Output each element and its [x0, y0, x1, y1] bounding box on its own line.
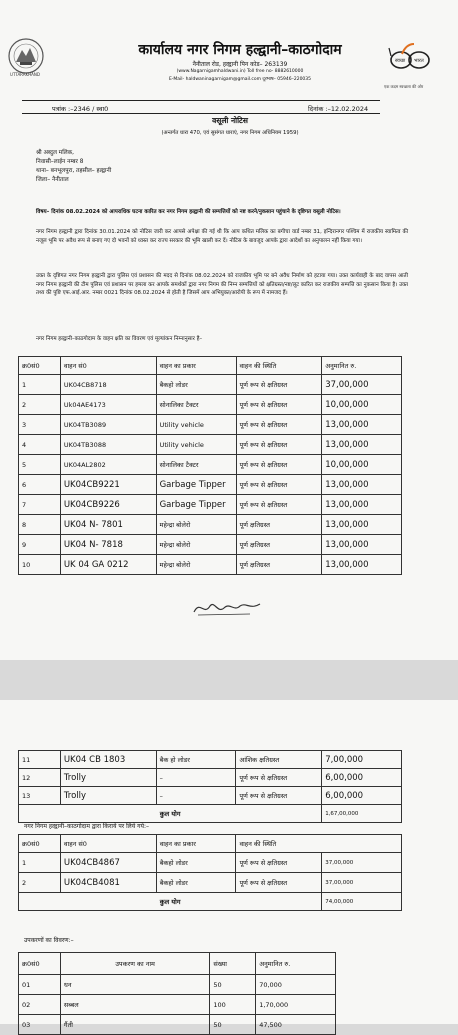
- org-address: नैनीताल रोड, हल्द्वानी पिन कोड– 263139: [192, 61, 288, 68]
- column-header: वाहन की स्थिति: [236, 357, 322, 375]
- cell-vehicle: UK04CB4867: [60, 853, 156, 873]
- cell-qty: 50: [210, 1015, 256, 1035]
- total-amount: 74,00,000: [322, 893, 402, 911]
- cell-amount: 13,00,000: [322, 535, 402, 555]
- total-row: [19, 893, 402, 911]
- cell-type: –: [156, 769, 236, 787]
- cell-type: बैक हो लोडर: [156, 751, 236, 769]
- cell-type: महेन्द्रा बोलेरो: [156, 535, 236, 555]
- cell-type: Garbage Tipper: [156, 475, 236, 495]
- subject-line: विषय– दिनांक 08.02.2024 को आपराधिक घटना कारित कर नगर निगम हल्द्वानी की सम्पत्तियों को नष्ट करने/नुकसान पहुंचाने के दृष्टिगत वसूली नोटिस।: [36, 209, 341, 215]
- org-web-phone: (www.Nagarnigamhaldwani.in) Toll free no- 8882610000: [176, 69, 304, 74]
- cell-sn: 4: [19, 435, 61, 455]
- table-row: [19, 995, 336, 1015]
- swachh-bharat-glasses-icon: [388, 40, 432, 76]
- cell-sn: 13: [19, 787, 61, 805]
- rented-vehicles-caption: नगर निगम हल्द्वानी–काठगोदाम द्वारा किराये पर लिये गये:–: [24, 823, 149, 830]
- cell-amount: 6,00,000: [322, 787, 402, 805]
- letter-date: दिनांक :–12.02.2024: [308, 105, 369, 113]
- cell-type: बैकहो लोडर: [156, 873, 236, 893]
- cell-vehicle: UK04 N- 7801: [60, 515, 156, 535]
- cell-vehicle: UK04CB8718: [60, 375, 156, 395]
- column-header: वाहन का प्रकार: [156, 357, 236, 375]
- cell-amount: 10,00,000: [322, 455, 402, 475]
- table-row: [19, 455, 402, 475]
- cell-status: पूर्ण रूप से क्षतिग्रस्त: [236, 475, 322, 495]
- cell-amount: 7,00,000: [322, 751, 402, 769]
- table-row: [19, 769, 402, 787]
- cell-name: सब्बल: [60, 995, 209, 1015]
- swachh-text: स्वच्छ: [395, 58, 406, 64]
- cell-status: आंशिक क्षतिग्रस्त: [236, 751, 322, 769]
- vehicle-damage-table-continued: [18, 750, 402, 823]
- table-row: [19, 515, 402, 535]
- cell-amount: 13,00,000: [322, 495, 402, 515]
- vehicle-damage-table: [18, 356, 402, 575]
- rented-vehicle-table: [18, 834, 402, 911]
- addressee-line: निवासी–लाईन नम्बर 8: [36, 159, 84, 165]
- cell-vehicle: UK04CB4081: [60, 873, 156, 893]
- cell-sn: 12: [19, 769, 61, 787]
- cell-status: पूर्ण रूप से क्षतिग्रस्त: [236, 873, 322, 893]
- table-row: [19, 395, 402, 415]
- total-row: [19, 805, 402, 823]
- cell-amount: 13,00,000: [322, 555, 402, 575]
- table-row: [19, 495, 402, 515]
- cell-type: –: [156, 787, 236, 805]
- cell-type: बैकहो लोडर: [156, 853, 236, 873]
- bharat-text: भारत: [414, 58, 424, 64]
- cell-vehicle: Uk04AE4173: [60, 395, 156, 415]
- cell-type: Utility vehicle: [156, 415, 236, 435]
- cell-type: Garbage Tipper: [156, 495, 236, 515]
- table-row: [19, 475, 402, 495]
- addressee-line: थाना– बनभूलपुरा, तहसील– हल्द्वानी: [36, 168, 112, 174]
- cell-qty: 50: [210, 975, 256, 995]
- cell-amount: 13,00,000: [322, 415, 402, 435]
- cell-status: पूर्ण रूप से क्षतिग्रस्त: [236, 415, 322, 435]
- uttarakhand-emblem-icon: [6, 36, 46, 76]
- cell-name: गैंती: [60, 1015, 209, 1035]
- cell-vehicle: Trolly: [60, 769, 156, 787]
- letterhead: [0, 0, 458, 100]
- equipment-caption: उपकरणों का विवरण:–: [24, 937, 74, 944]
- cell-amount: 70,000: [256, 975, 336, 995]
- column-header: वाहन सं0: [60, 357, 156, 375]
- column-header: संख्या: [210, 953, 256, 975]
- column-header: वाहन का प्रकार: [156, 835, 236, 853]
- table-row: [19, 751, 402, 769]
- org-email: E-Mail- haldwaninagarnigam@gmail.com दूरभाष– 05946–220035: [168, 77, 312, 82]
- cell-type: महेन्द्रा बोलेरो: [156, 555, 236, 575]
- cell-status: पूर्ण रूप से क्षतिग्रस्त: [236, 769, 322, 787]
- table-row: [19, 853, 402, 873]
- cell-vehicle: UK04TB3088: [60, 435, 156, 455]
- cell-type: सोनालिका टैक्टर: [156, 455, 236, 475]
- cell-type: महेन्द्रा बोलेरो: [156, 515, 236, 535]
- cell-status: पूर्ण क्षतिग्रस्त: [236, 535, 322, 555]
- addressee-line: श्री अब्दुल मलिक,: [36, 150, 74, 156]
- cell-sn: 03: [19, 1015, 61, 1035]
- cell-qty: 100: [210, 995, 256, 1015]
- column-header: अनुमानित रु.: [322, 357, 402, 375]
- cell-type: बैकहो लोडर: [156, 375, 236, 395]
- table-row: [19, 975, 336, 995]
- addressee-line: जिला– नैनीताल: [36, 177, 69, 183]
- column-header: क्र0सं0: [19, 357, 61, 375]
- column-header: वाहन की स्थिति: [236, 835, 402, 853]
- notice-subtitle: (अन्तर्गत धारा 470, एवं सुसंगत धाराएं, नगर निगम अधिनियम 1959): [161, 130, 299, 136]
- cell-vehicle: UK04AL2802: [60, 455, 156, 475]
- cell-amount: 13,00,000: [322, 435, 402, 455]
- signature-icon: [190, 596, 264, 618]
- cell-status: पूर्ण रूप से क्षतिग्रस्त: [236, 435, 322, 455]
- cell-sn: 1: [19, 375, 61, 395]
- cell-sn: 02: [19, 995, 61, 1015]
- table-row: [19, 1015, 336, 1035]
- cell-sn: 3: [19, 415, 61, 435]
- column-header: क्र0सं0: [19, 953, 61, 975]
- table-header-row: [19, 835, 402, 853]
- cell-sn: 2: [19, 395, 61, 415]
- header-divider-2: [22, 113, 380, 114]
- total-label: कुल योग: [19, 893, 322, 911]
- org-title: कार्यालय नगर निगम हल्द्वानी–काठगोदाम: [138, 42, 342, 58]
- table-row: [19, 415, 402, 435]
- cell-status: पूर्ण रूप से क्षतिग्रस्त: [236, 787, 322, 805]
- table-row: [19, 375, 402, 395]
- cell-amount: 6,00,000: [322, 769, 402, 787]
- cell-amount: 37,00,000: [322, 873, 402, 893]
- table-row: [19, 535, 402, 555]
- notice-title: वसूली नोटिस: [212, 116, 248, 125]
- reference-number: पत्रांक :–2346 / स्वा0: [52, 105, 109, 113]
- left-logo-text: UTTARAKHAND: [10, 72, 40, 77]
- table-header-row: [19, 357, 402, 375]
- cell-amount: 37,00,000: [322, 375, 402, 395]
- body-paragraph-3: नगर निगम हल्द्वानी–काठगोदाम के वाहन क्षति का विवरण एवं मूल्यांकन निम्नानुसार है–: [36, 336, 203, 342]
- cell-vehicle: UK 04 GA 0212: [60, 555, 156, 575]
- cell-status: पूर्ण रूप से क्षतिग्रस्त: [236, 375, 322, 395]
- table-row: [19, 555, 402, 575]
- cell-amount: 13,00,000: [322, 515, 402, 535]
- cell-vehicle: UK04CB9226: [60, 495, 156, 515]
- equipment-table: [18, 952, 336, 1035]
- cell-status: पूर्ण रूप से क्षतिग्रस्त: [236, 495, 322, 515]
- cell-vehicle: UK04 N- 7818: [60, 535, 156, 555]
- cell-name: धन: [60, 975, 209, 995]
- cell-sn: 7: [19, 495, 61, 515]
- cell-status: पूर्ण क्षतिग्रस्त: [236, 555, 322, 575]
- column-header: क्र0सं0: [19, 835, 61, 853]
- column-header: अनुमानित रु.: [256, 953, 336, 975]
- cell-sn: 8: [19, 515, 61, 535]
- cell-amount: 37,00,000: [322, 853, 402, 873]
- total-amount: 1,67,00,000: [322, 805, 402, 823]
- cell-amount: 1,70,000: [256, 995, 336, 1015]
- cell-vehicle: UK04TB3089: [60, 415, 156, 435]
- table-row: [19, 787, 402, 805]
- cell-vehicle: UK04 CB 1803: [60, 751, 156, 769]
- cell-sn: 11: [19, 751, 61, 769]
- cell-sn: 6: [19, 475, 61, 495]
- table-row: [19, 435, 402, 455]
- cell-type: Utility vehicle: [156, 435, 236, 455]
- cell-sn: 2: [19, 873, 61, 893]
- cell-sn: 01: [19, 975, 61, 995]
- column-header: उपकरण का नाम: [60, 953, 209, 975]
- cell-amount: 47,500: [256, 1015, 336, 1035]
- table-row: [19, 873, 402, 893]
- cell-status: पूर्ण रूप से क्षतिग्रस्त: [236, 853, 322, 873]
- total-label: कुल योग: [19, 805, 322, 823]
- cell-vehicle: Trolly: [60, 787, 156, 805]
- right-logo-text: एक कदम स्वच्छता की ओर: [384, 84, 424, 89]
- cell-status: पूर्ण क्षतिग्रस्त: [236, 515, 322, 535]
- cell-vehicle: UK04CB9221: [60, 475, 156, 495]
- cell-sn: 1: [19, 853, 61, 873]
- table-header-row: [19, 953, 336, 975]
- column-header: वाहन सं0: [60, 835, 156, 853]
- letter-page-2: [0, 700, 458, 1029]
- cell-sn: 5: [19, 455, 61, 475]
- body-paragraph-2: उक्त के दृष्टिगत नगर निगम हल्द्वानी द्वारा पुलिस एवं प्रशासन की मदद से दिनांक 08.02.2024 को राजकीय भूमि पर बने अवैध निर्माण को हटाया गया। उक्त कार्यवाही के बाद वापस आती नगर निगम हल्द्वानी की टीम पुलिस एवं प्रशासन पर हमला कर आपके समर्थकों द्वारा नगर निगम की निम्न सम्पत्तियों को क्षतिग्रस्त/नष्ट/लूट कारित कर राजकीय सम्पत्ति का नुकसान किया है। उक्त तथ्य की पुष्टि एफ.आई.आर. नम्बर 0021 दिनांक 08.02.2024 से होती है जिसमें आप अभियुक्त/आरोपी के रूप में नामजद हैं।: [36, 273, 408, 297]
- cell-amount: 10,00,000: [322, 395, 402, 415]
- cell-status: पूर्ण रूप से क्षतिग्रस्त: [236, 395, 322, 415]
- cell-sn: 9: [19, 535, 61, 555]
- cell-sn: 10: [19, 555, 61, 575]
- body-paragraph-1: नगर निगम हल्द्वानी द्वारा दिनांक 30.01.2024 को नोटिस जारी कर आपसे अपेक्षा की गई थी कि आप कथित मलिक का बगीचा वार्ड नम्बर 31, इन्दिरानगर पश्चिम में राजकीय स्वामित्व की नजूल भूमि पर अवैध रूप से बनाए गए दो भवनों को ध्वस्त कर राज्य सरकार की भूमि खाली कर दें। नोटिस के बावजूद आपके द्वारा आदेशों का अनुपालन नहीं किया गया।: [36, 229, 408, 244]
- cell-amount: 13,00,000: [322, 475, 402, 495]
- header-divider: [22, 100, 380, 101]
- cell-status: पूर्ण रूप से क्षतिग्रस्त: [236, 455, 322, 475]
- cell-type: सोनालिका टैक्टर: [156, 395, 236, 415]
